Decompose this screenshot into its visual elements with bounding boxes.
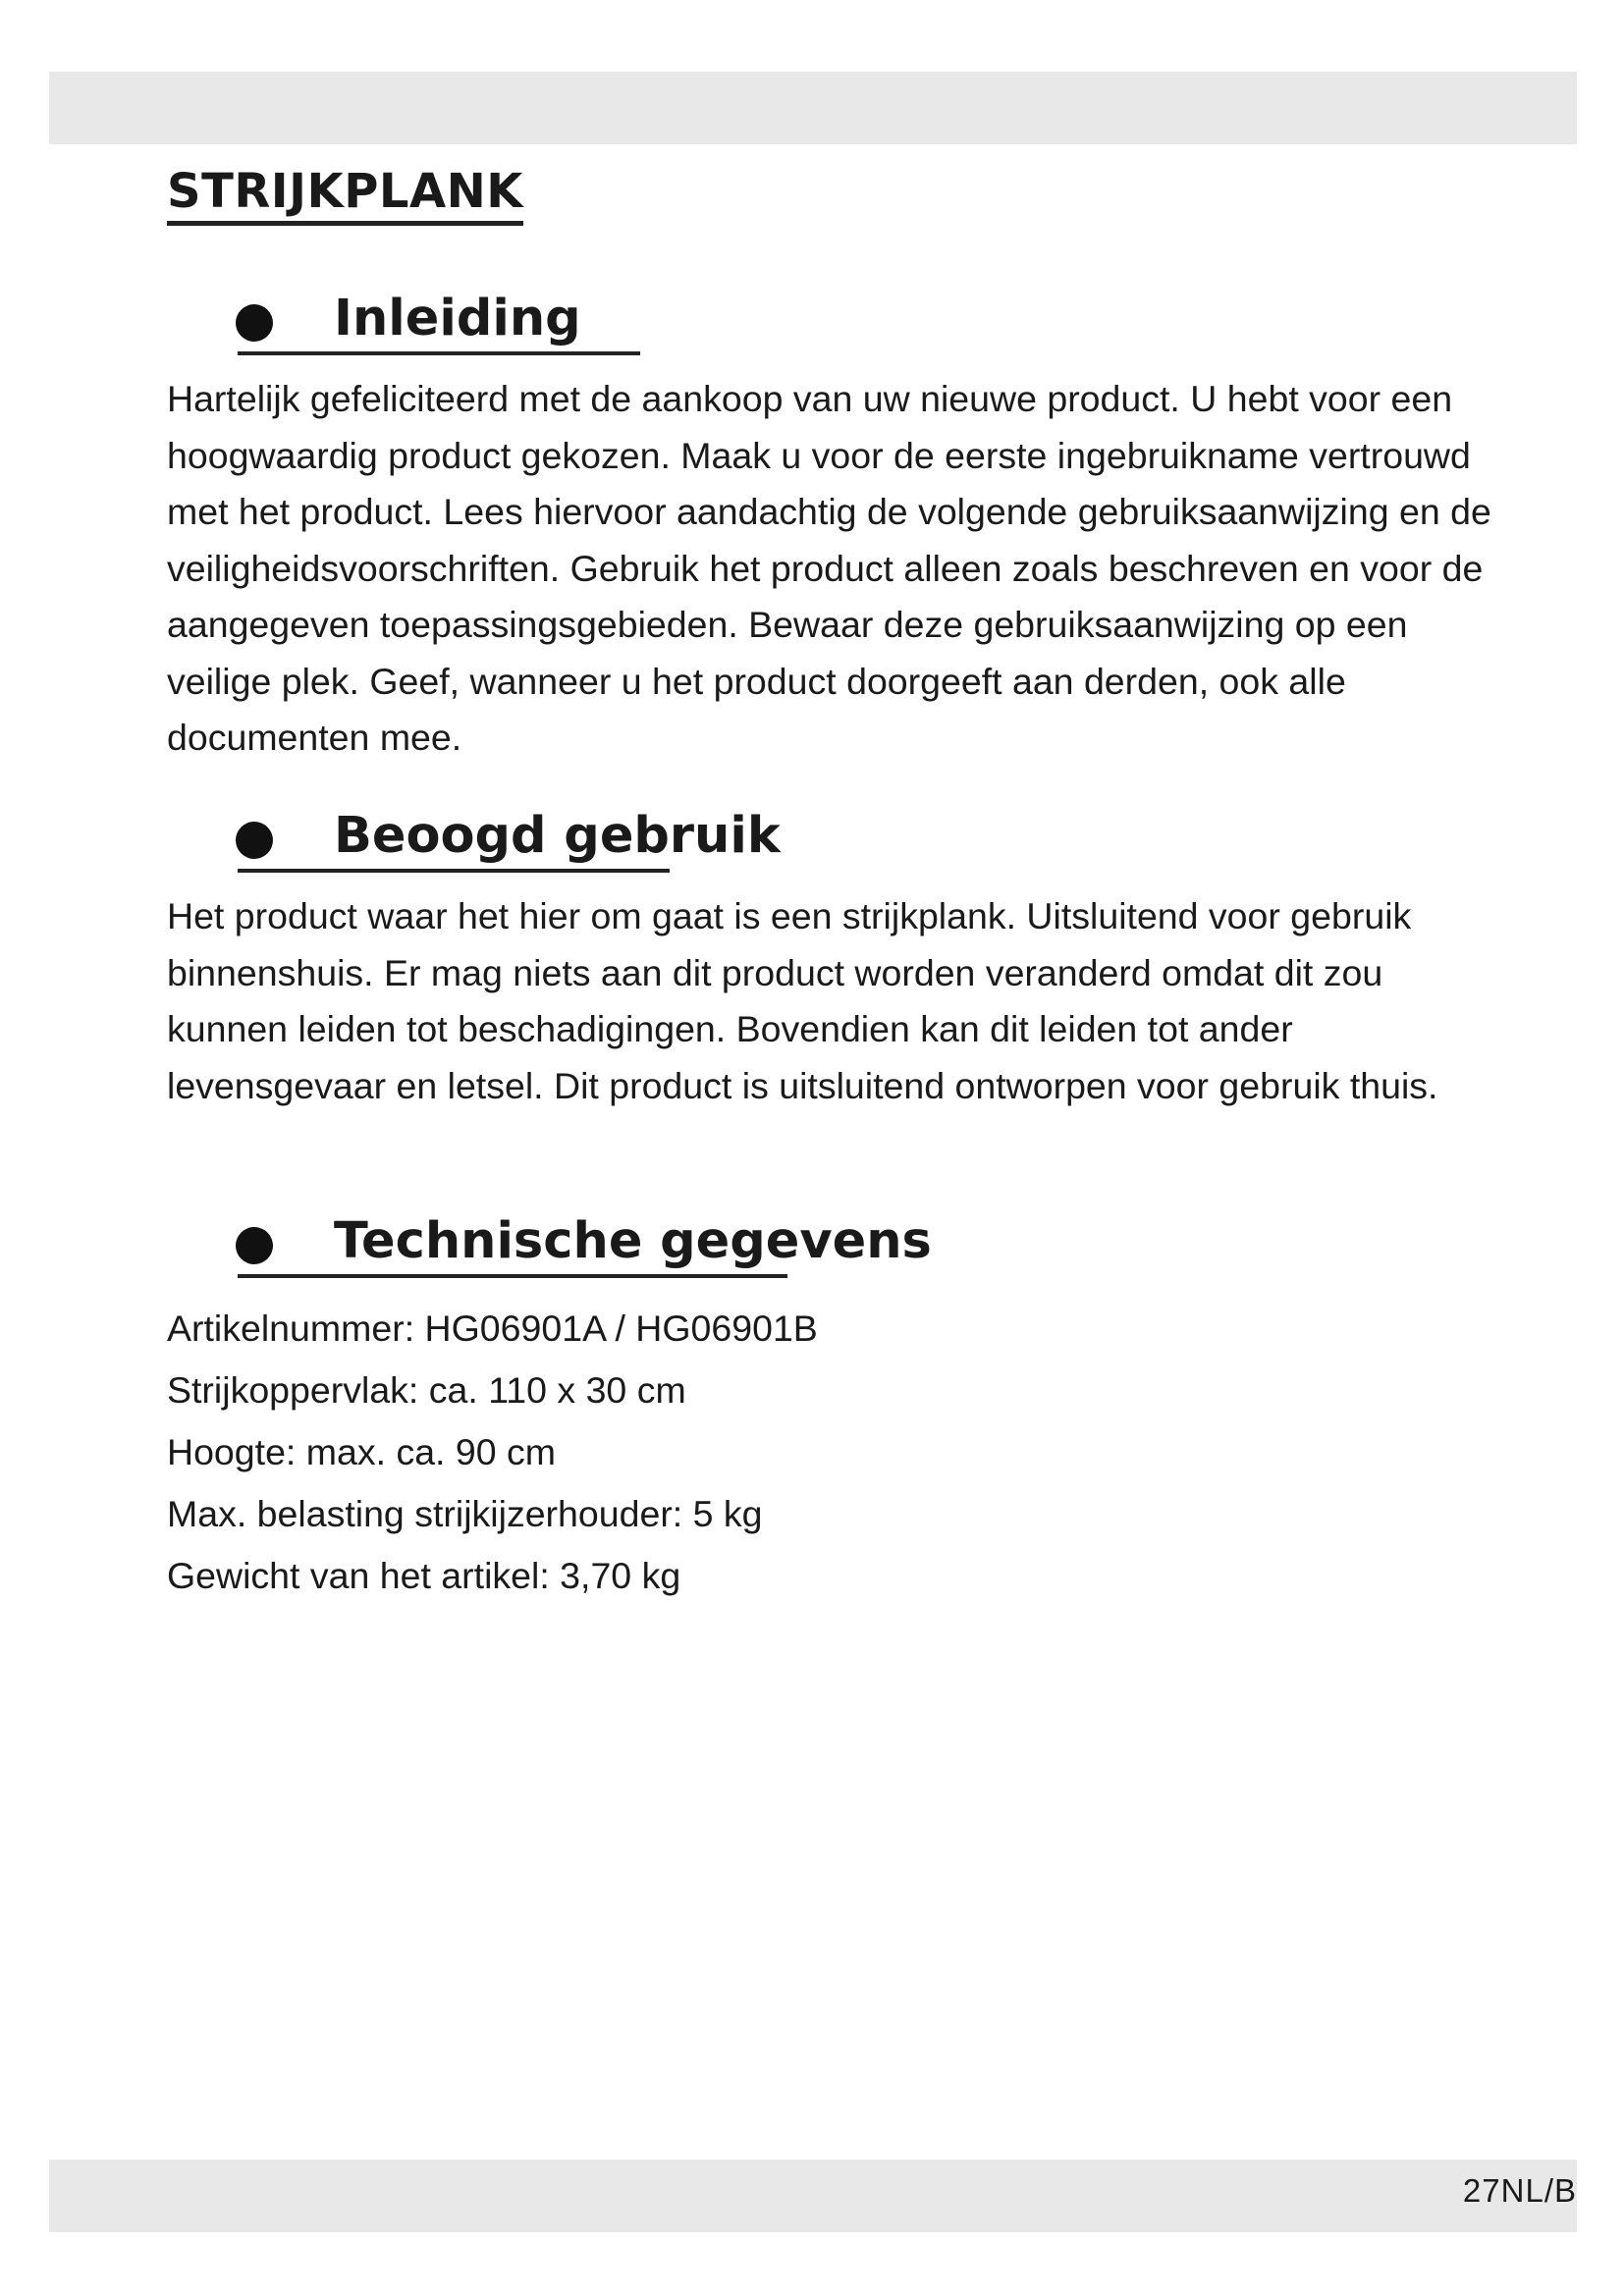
section-body-text: Hartelijk gefeliciteerd met de aankoop van uw nieuwe product. U hebt voor een hoogwaardig product gekozen. Maak u voor de eerste ingebruikname vertrouwd met het product. Lees hiervoor aandachtig de volgende gebruiksaanwijzing en de veiligheidsvoorschriften. Gebruik het product alleen zoals beschreven en voor de aangegeven toepassingsgebieden. Bewaar deze gebruiksaanwijzing op een veilige plek. Geef, wanneer u het product doorgeeft aan derden, ook alle documenten mee.: [167, 378, 1491, 758]
spec-item-height: Hoogte: max. ca. 90 cm: [167, 1431, 557, 1472]
spec-list: [167, 1298, 1502, 1607]
footer-band: [49, 2160, 1577, 2232]
bullet-icon: [236, 822, 273, 859]
spec-item-max-load: Max. belasting strijkijzerhouder: 5 kg: [167, 1493, 763, 1534]
section-technische-gegevens: [167, 1212, 1502, 1607]
section-body-text: Het product waar het hier om gaat is een strijkplank. Uitsluitend voor gebruik binnenshuis. Er mag niets aan dit product worden veranderd omdat dit zou kunnen leiden tot beschadigingen. Bovendien kan dit leiden tot ander levensgevaar en letsel. Dit product is uitsluitend ontworpen voor gebruik thuis.: [167, 895, 1438, 1106]
heading-underline: [238, 1274, 787, 1278]
spec-item-weight: Gewicht van het artikel: 3,70 kg: [167, 1555, 681, 1596]
heading-underline: [238, 869, 670, 873]
spec-item-ironing-surface: Strijkoppervlak: ca. 110 x 30 cm: [167, 1369, 686, 1411]
section-heading-text: Inleiding: [334, 290, 581, 347]
header-band: [49, 72, 1577, 144]
bullet-icon: [236, 304, 273, 342]
section-inleiding: [167, 290, 1502, 767]
page-number: 27NL/B: [1462, 2172, 1577, 2209]
document-title: STRIJKPLANK: [167, 165, 523, 226]
section-heading-text: Technische gegevens: [334, 1212, 932, 1270]
spec-item-article-number: Artikelnummer: HG06901A / HG06901B: [167, 1308, 818, 1349]
section-heading: [167, 1212, 1502, 1284]
section-heading: [167, 807, 1502, 879]
section-heading-text: Beoogd gebruik: [334, 807, 781, 865]
section-beoogd-gebruik: [167, 807, 1502, 1114]
heading-underline: [238, 351, 640, 355]
section-heading: [167, 290, 1502, 361]
bullet-icon: [236, 1227, 273, 1264]
